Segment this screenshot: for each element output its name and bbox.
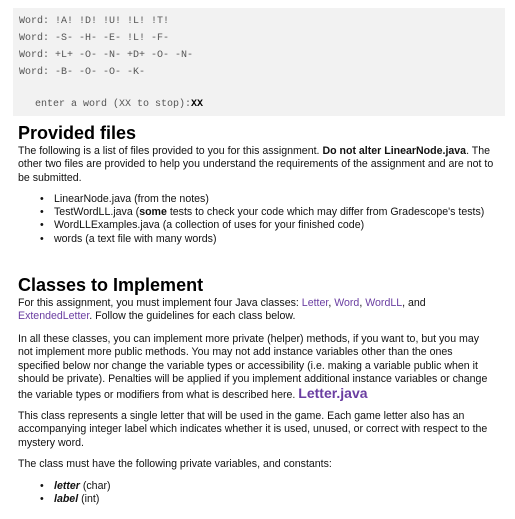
classes-heading: Classes to Implement — [18, 275, 204, 295]
provided-files-heading: Provided files — [18, 123, 137, 143]
list-item: • letter (char) — [40, 480, 490, 493]
prompt-text: enter a word (XX to stop): — [35, 99, 192, 110]
code-line: Word: -S- -H- -E- !L! -F- — [19, 33, 170, 44]
code-output-block — [13, 8, 505, 116]
letter-description: This class represents a single letter that will be used in the game. Each game letter also has an accompanying integer label which indicates whether it is used, unused, or correct with respect to the mystery word. — [18, 410, 488, 449]
letter-vars-list — [40, 480, 490, 506]
classes-intro: For this assignment, you must implement four Java classes: Letter, Word, WordLL, and ExtendedLetter. Follow the guidelines for each class below. — [18, 297, 426, 323]
list-item: • LinearNode.java (from the notes) — [40, 193, 490, 206]
code-line: Word: !A! !D! !U! !L! !T! — [19, 16, 170, 27]
prompt-input: XX — [191, 99, 204, 110]
provided-files-intro: The following is a list of files provided to you for this assignment. Do not alter LinearNode.java. The other two files are provided to help you understand the requirements of the assignment and are not to be submitted. — [18, 145, 494, 184]
letter-java-heading: Letter.java — [298, 384, 368, 401]
code-line: Word: +L+ -O- -N- +D+ -O- -N- — [19, 50, 194, 61]
list-item: • label (int) — [40, 493, 490, 506]
class-link-word[interactable]: Word — [334, 297, 360, 309]
code-line: Word: -B- -O- -O- -K- — [19, 67, 146, 78]
list-item: • WordLLExamples.java (a collection of uses for your finished code) — [40, 219, 490, 232]
provided-files-list — [40, 193, 490, 246]
class-link-wordll[interactable]: WordLL — [365, 297, 403, 309]
class-link-extendedletter[interactable]: ExtendedLetter — [18, 310, 90, 323]
letter-vars-intro: The class must have the following private variables, and constants: — [18, 458, 332, 470]
class-link-letter[interactable]: Letter — [301, 297, 329, 309]
classes-rules-paragraph: In all these classes, you can implement more private (helper) methods, if you want to, but you may not implement more public methods. You may not add instance variables other than the ones specified below nor change the variable types or accessibility (i.e. making a variable public when it should be private). Penalties will be applied if you implement additional instance variables or change the variable types or modifiers from what is described here. Letter.java — [18, 333, 488, 401]
list-item: • words (a text file with many words) — [40, 233, 490, 246]
code-prompt — [35, 99, 203, 110]
list-item: • TestWordLL.java (some tests to check your code which may differ from Gradescope's tests) — [40, 206, 490, 219]
